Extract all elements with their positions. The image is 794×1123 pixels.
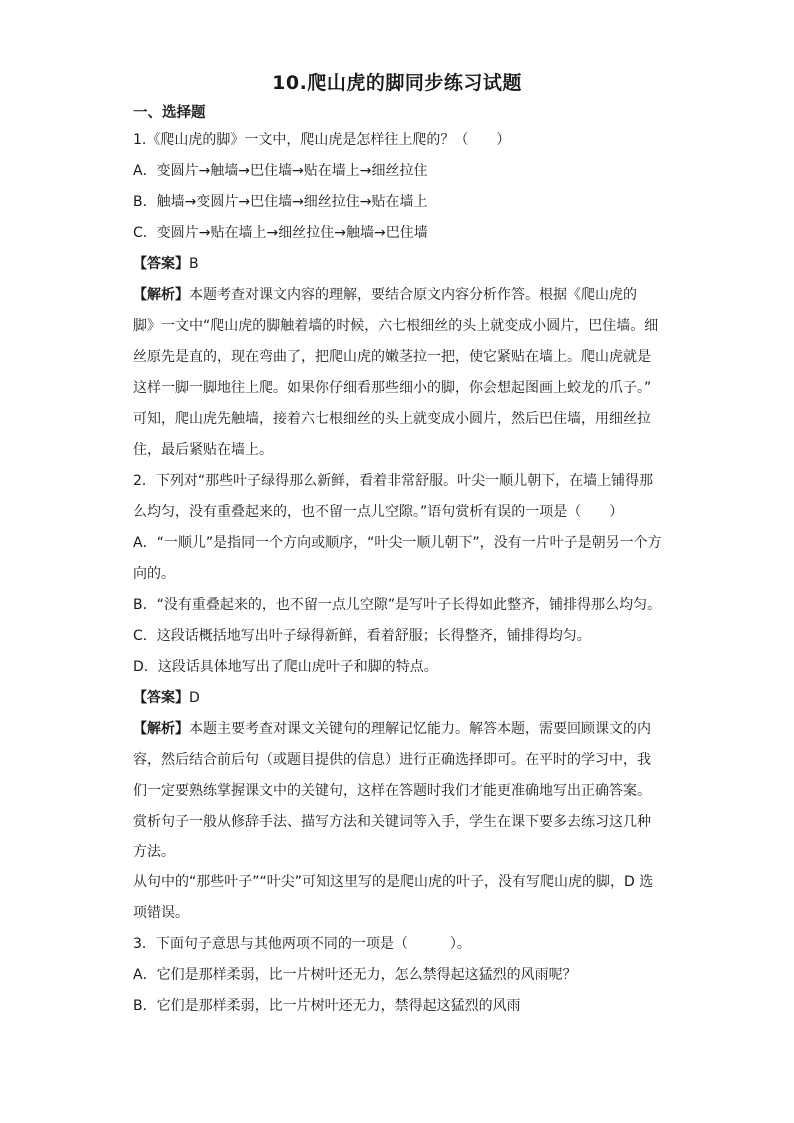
section-heading: 一、选择题 — [133, 105, 206, 121]
question-2-answer — [133, 683, 663, 714]
analysis-line: 方法。 — [133, 844, 175, 860]
analysis-label: 【解析】 — [133, 721, 189, 737]
question-3-stem: 3．下面句子意思与其他两项不同的一项是（ ）。 — [133, 936, 471, 952]
analysis-line: 住，最后紧贴在墙上。 — [133, 442, 273, 458]
question-2-option-b: B．“没有重叠起来的，也不留一点儿空隙”是写叶子长得如此整齐，铺排得那么均匀。 — [133, 597, 662, 613]
question-2-option-a-cont: 向的。 — [133, 566, 175, 582]
question-1-option-b: B．触墙→变圆片→巴住墙→细丝拉住→贴在墙上 — [133, 194, 428, 210]
analysis-text: 本题考查对课文内容的理解，要结合原文内容分析作答。根据《爬山虎的 — [189, 287, 637, 303]
analysis-line: 这样一脚一脚地往上爬。如果你仔细看那些细小的脚，你会想起图画上蛟龙的爪子。” — [133, 380, 652, 396]
analysis-line: 们一定要熟练掌握课文中的关键句，这样在答题时我们才能更准确地写出正确答案。 — [133, 783, 651, 799]
question-1-analysis — [133, 280, 663, 311]
question-1-option-a: A．变圆片→触墙→巴住墙→贴在墙上→细丝拉住 — [133, 163, 428, 179]
question-2-stem: 2．下列对“那些叶子绿得那么新鲜，看着非常舒服。叶尖一顺儿朝下，在墙上铺得那 — [133, 473, 654, 489]
analysis-line: 赏析句子一般从修辞手法、描写方法和关键词等入手，学生在课下要多去练习这几种 — [133, 814, 651, 830]
question-2-option-c: C．这段话概括地写出叶子绿得新鲜，看着舒服；长得整齐，铺排得均匀。 — [133, 628, 591, 644]
question-1-stem: 1.《爬山虎的脚》一文中，爬山虎是怎样往上爬的？（ ） — [133, 132, 511, 148]
question-2-option-a: A．“一顺儿”是指同一个方向或顺序，“叶尖一顺儿朝下”，没有一片叶子是朝另一个方 — [133, 535, 662, 551]
answer-value: D — [189, 690, 200, 706]
analysis-line: 可知，爬山虎先触墙，接着六七根细丝的头上就变成小圆片，然后巴住墙，用细丝拉 — [133, 411, 651, 427]
analysis-line: 项错误。 — [133, 905, 189, 921]
answer-label: 【答案】 — [133, 690, 189, 706]
question-2-analysis — [133, 714, 663, 745]
analysis-line: 脚》一文中“爬山虎的脚触着墙的时候，六七根细丝的头上就变成小圆片，巴住墙。细 — [133, 318, 659, 334]
question-2-option-d: D．这段话具体地写出了爬山虎叶子和脚的特点。 — [133, 659, 438, 675]
question-3-option-a: A．它们是那样柔弱，比一片树叶还无力，怎么禁得起这猛烈的风雨呢？ — [133, 967, 577, 983]
analysis-label: 【解析】 — [133, 287, 189, 303]
question-2-stem-cont: 么均匀，没有重叠起来的，也不留一点儿空隙。”语句赏析有误的一项是（ ） — [133, 504, 624, 520]
analysis-line: 容，然后结合前后句（或题目提供的信息）进行正确选择即可。在平时的学习中，我 — [133, 752, 651, 768]
analysis-line: 丝原先是直的，现在弯曲了，把爬山虎的嫩茎拉一把，使它紧贴在墙上。爬山虎就是 — [133, 349, 651, 365]
page-title: 10.爬山虎的脚同步练习试题 — [272, 72, 522, 94]
question-1-option-c: C．变圆片→贴在墙上→细丝拉住→触墙→巴住墙 — [133, 225, 428, 241]
question-3-option-b: B．它们是那样柔弱，比一片树叶还无力，禁得起这猛烈的风雨 — [133, 998, 521, 1014]
analysis-text: 本题主要考查对课文关键句的理解记忆能力。解答本题，需要回顾课文的内 — [189, 721, 651, 737]
answer-value: B — [189, 256, 199, 272]
document-body — [133, 101, 663, 1022]
question-1-answer — [133, 249, 663, 280]
analysis-line: 从句中的“那些叶子”“叶尖”可知这里写的是爬山虎的叶子，没有写爬山虎的脚，D 选 — [133, 874, 654, 890]
answer-label: 【答案】 — [133, 256, 189, 272]
